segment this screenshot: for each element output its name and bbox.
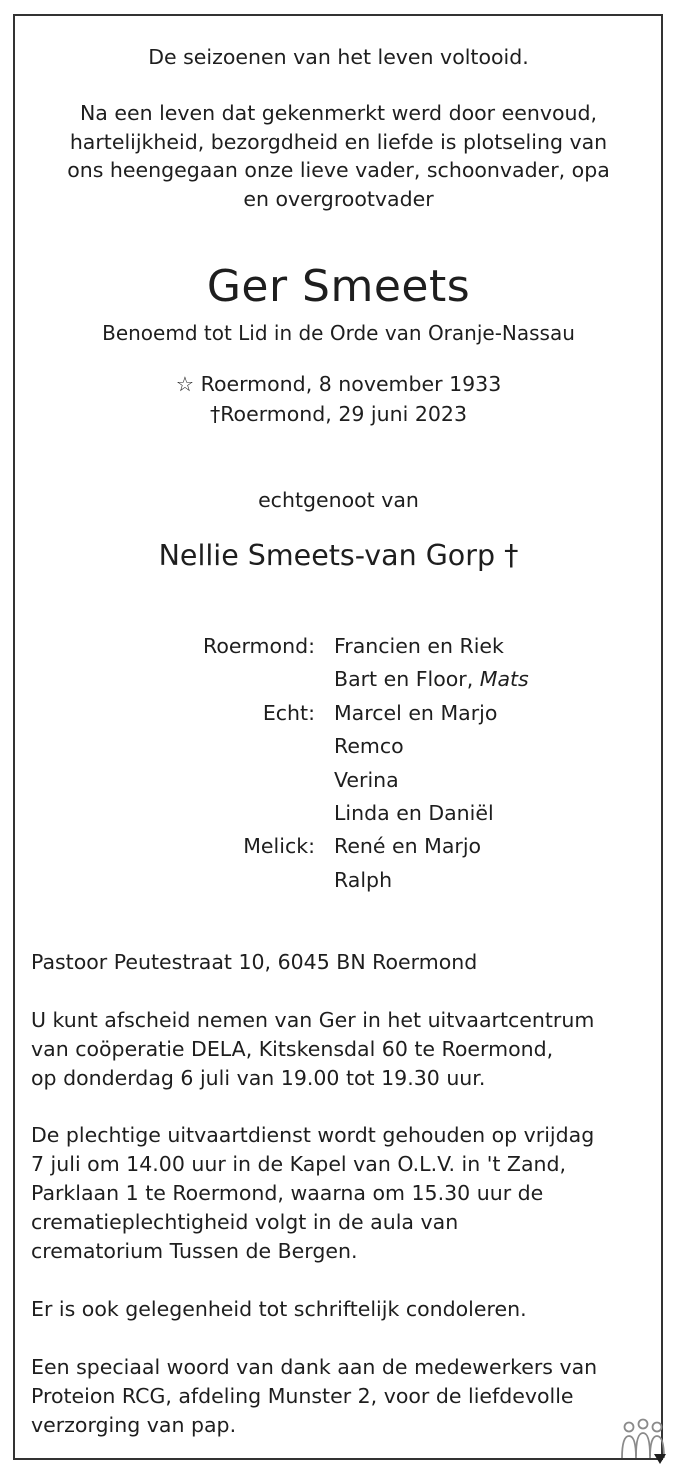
family-row [0,766,677,799]
family-row [0,732,677,765]
family-row [0,632,677,665]
family-names: Linda en Daniël [334,800,494,825]
intro-paragraph-line: hartelijkheid, bezorgdheid en liefde is plotseling van [69,129,608,154]
family-names: Ralph [334,867,393,892]
intro-paragraph-line: Na een leven dat gekenmerkt werd door eenvoud, [79,101,598,125]
family-row [0,699,677,732]
family-names: Francien en Riek [334,634,504,658]
family-member [334,832,481,860]
birth-text: Roermond, 8 november 1933 [200,372,502,396]
thanks-line: Een speciaal woord van dank aan de medewerkers van [31,1355,598,1379]
family-names: René en Marjo [334,834,482,859]
spouse-line [0,536,677,576]
service-line: crematieplechtigheid volgt in de aula van [31,1210,459,1234]
family-place: Echt: [262,700,315,725]
family-place: Melick: [243,834,315,859]
family-member [334,732,404,760]
family-row [0,866,677,899]
family-names: Bart en Floor, [334,667,480,692]
deceased-name: Ger Smeets [206,261,471,312]
life-dates [0,369,677,429]
birth-line [0,369,677,399]
family-member [334,866,392,894]
cross-icon: † [209,402,221,426]
death-text: Roermond, 29 juni 2023 [220,402,467,426]
family-place: Roermond: [203,634,315,658]
family-member [334,799,494,827]
family-member [334,699,497,727]
thanks-line: verzorging van pap. [31,1413,237,1437]
visitation-line: op donderdag 6 juli van 19.00 tot 19.30 uur. [31,1066,486,1090]
family-member [334,632,504,660]
spouse-prefix: echtgenoot van [258,488,419,512]
family-names: Verina [334,767,399,792]
family-row [0,799,677,832]
visitation-paragraph [31,1006,661,1093]
service-line: crematorium Tussen de Bergen. [31,1239,358,1263]
family-row [0,832,677,865]
family-member [334,766,399,794]
condolence-paragraph: Er is ook gelegenheid tot schriftelijk condoleren. [31,1297,527,1321]
visitation-line: van coöperatie DELA, Kitskensdal 60 te Roermond, [31,1037,554,1061]
intro-paragraph-line: en overgrootvader [243,186,434,211]
service-line: 7 juli om 14.00 uur in de Kapel van O.L.V. in 't Zand, [31,1152,567,1176]
visitation-line: U kunt afscheid nemen van Ger in het uitvaartcentrum [31,1008,595,1032]
star-icon: ☆ [175,372,195,396]
service-line: De plechtige uitvaartdienst wordt gehouden op vrijdag [31,1123,595,1147]
service-paragraph [31,1121,661,1266]
cross-icon: † [504,539,519,572]
intro-paragraph-line: ons heengegaan onze lieve vader, schoonvader, opa [67,158,610,182]
intro-paragraph [0,99,677,213]
family-names: Marcel en Marjo [334,700,498,725]
people-group-icon [618,1414,668,1466]
home-address: Pastoor Peutestraat 10, 6045 BN Roermond [31,950,478,974]
death-line [0,399,677,429]
family-row [0,665,677,698]
spouse-name: Nellie Smeets-van Gorp [158,539,496,572]
family-list [0,632,677,899]
thanks-line: Proteion RCG, afdeling Munster 2, voor de liefdevolle [31,1384,574,1408]
service-line: Parklaan 1 te Roermond, waarna om 15.30 uur de [31,1181,544,1205]
intro-line: De seizoenen van het leven voltooid. [148,45,529,69]
family-children: Mats [479,667,529,692]
honor-line: Benoemd tot Lid in de Orde van Oranje-Nassau [102,321,575,345]
thanks-paragraph [31,1353,661,1440]
family-member [334,665,529,693]
family-names: Remco [334,734,404,759]
